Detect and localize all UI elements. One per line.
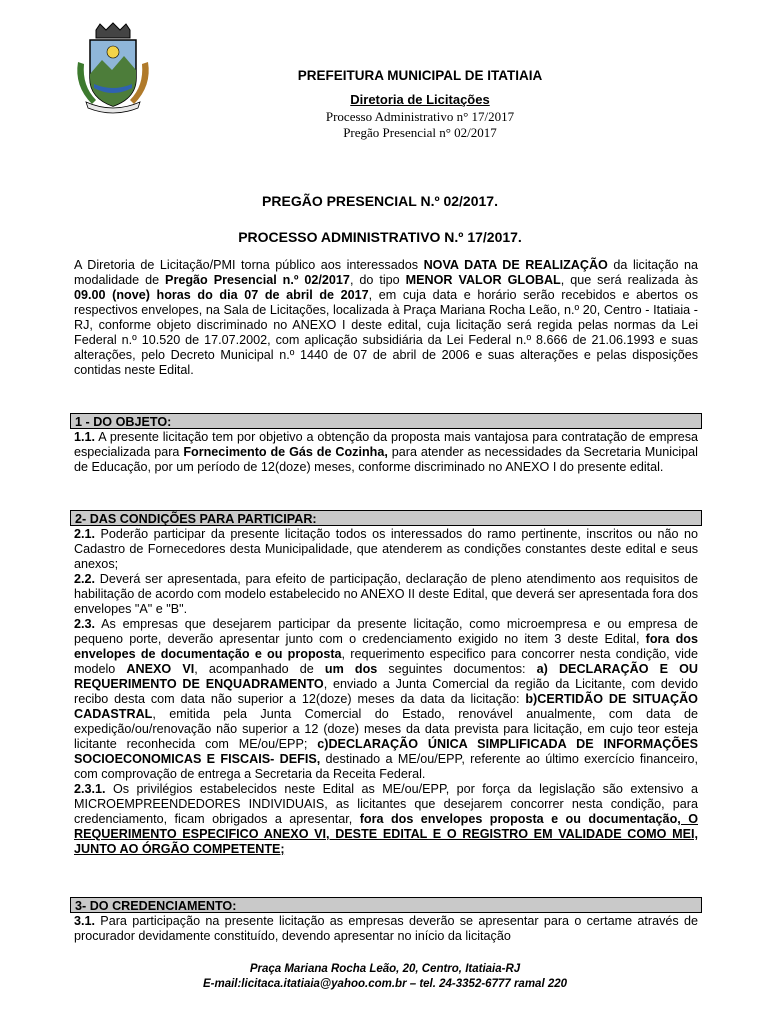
- footer-address: Praça Mariana Rocha Leão, 20, Centro, Itatiaia-RJ: [249, 963, 521, 975]
- clause-number: 2.3.: [74, 617, 96, 631]
- clause-2-1: [74, 527, 698, 572]
- clause-bold: fora dos envelopes proposta e ou documentação: [359, 812, 678, 826]
- section-body-objeto: [74, 430, 698, 475]
- clause-bold: a) DECLARAÇÃO E OU REQUERIMENTO DE ENQUADRAMENTO: [74, 662, 699, 691]
- intro-bold: NOVA DATA DE REALIZAÇÃO: [423, 258, 608, 272]
- clause-text: Poderão participar da presente licitação todos os interessados do ramo pertinente, inscritos ou não no Cadastro de Fornecedores desta Municipalidade, que atenderem as condições constantes deste edital e seus anexos;: [74, 527, 698, 571]
- section-heading-objeto: 1 - DO OBJETO:: [70, 413, 702, 429]
- clause-text: , enviado a Junta Comercial da região da Licitante, com devido recibo desta com data não superior a 12(doze) meses da data da licitação:: [74, 677, 698, 706]
- clause-text: destinado a ME/ou/EPP, referente ao último exercício financeiro, com comprovação de entrega a Secretaria da Receita Federal.: [74, 752, 699, 781]
- clause-text: para atender as necessidades da Secretaria Municipal de Educação, por um período de 12(doze) meses, conforme discriminado no ANEXO I do presente edital.: [74, 445, 698, 474]
- clause-2-3-1: [74, 782, 698, 857]
- clause-bold: b)CERTIDÃO DE SITUAÇÃO CADASTRAL: [74, 692, 698, 721]
- pregao-title: PREGÃO PRESENCIAL N.º 02/2017.: [262, 193, 498, 209]
- clause-text: seguintes documentos:: [377, 662, 537, 676]
- clause-bold: Fornecimento de Gás de Cozinha,: [183, 445, 388, 459]
- section-body-condicoes: [74, 527, 698, 857]
- section-heading-credenciamento: 3- DO CREDENCIAMENTO:: [70, 897, 702, 913]
- intro-text: , em cuja data e horário serão recebidos e abertos os respectivos envelopes, na Sala de Licitações, localizada à Praça Mariana Rocha Leão, n.º 20, Centro - Itatiaia - RJ, conforme objeto discriminado no ANEXO I deste edital, cuja licitação será regida pelas normas da Lei Federal n.º 10.520 de 17.07.2002, com aplicação subsidiária da Lei Federal n.º 8.666 de 21.06.1993 e suas alterações, pelo Decreto Municipal n.º 1440 de 07 de abril de 2006 e suas alterações e pelas disposições contidas neste Edital.: [74, 288, 698, 377]
- process-number-line: Processo Administrativo n° 17/2017: [325, 109, 515, 124]
- clause-text: Para participação na presente licitação as empresas deverão se apresentar para o certame através de procurador devidamente constituído, devendo apresentar no início da licitação: [74, 914, 698, 943]
- intro-paragraph: [74, 258, 698, 378]
- clause-text: , acompanhado de: [194, 662, 325, 676]
- clause-bold: ANEXO VI: [126, 662, 195, 676]
- municipal-coat-of-arms-icon: [72, 22, 154, 114]
- section-body-credenciamento: [74, 914, 698, 948]
- clause-2-3: [74, 617, 698, 782]
- clause-text: , requerimento especifico para concorrer nesta condição, vide modelo: [74, 647, 698, 676]
- pregao-number-line: Pregão Presencial n° 02/2017: [343, 125, 497, 140]
- clause-number: 2.3.1.: [74, 782, 106, 796]
- clause-text: Deverá ser apresentada, para efeito de participação, declaração de pleno atendimento aos requisitos de habilitação de acordo com modelo estabelecido no ANEXO II deste Edital, que deverá ser apresentada fora dos envelopes "A" e "B".: [74, 572, 698, 616]
- clause-bold: c)DECLARAÇÃO ÚNICA SIMPLIFICADA DE INFORMAÇÕES SOCIOECONOMICAS E FISCAIS- DEFIS,: [74, 737, 698, 766]
- intro-bold: 09.00 (nove) horas do dia 07 de abril de 2017: [74, 288, 369, 302]
- intro-text: da licitação na modalidade de: [74, 258, 698, 287]
- processo-title: PROCESSO ADMINISTRATIVO N.º 17/2017.: [238, 229, 522, 245]
- clause-underlined-bold: , O REQUERIMENTO ESPECIFICO ANEXO VI, DESTE EDITAL E O REGISTRO EM VALIDADE COMO MEI, JUNTO AO ÓRGÃO COMPETENTE;: [74, 812, 698, 856]
- clause-text: Os privilégios estabelecidos neste Edital as ME/ou/EPP, por força da legislação são extensivo a MICROEMPREENDEDORES INDIVIDUAIS, as licitantes que desejarem concorrer nesta condição, para credenciamento, ficam obrigados a apresentar,: [74, 782, 698, 826]
- intro-bold: MENOR VALOR GLOBAL: [405, 273, 561, 287]
- intro-text: A Diretoria de Licitação/PMI torna público aos interessados: [74, 258, 424, 272]
- intro-text: , que será realizada às: [560, 273, 698, 287]
- clause-2-2: [74, 572, 698, 617]
- section-heading-condicoes: 2- DAS CONDIÇÕES PARA PARTICIPAR:: [70, 510, 702, 526]
- intro-text: , do tipo: [349, 273, 406, 287]
- clause-number: 1.1.: [74, 430, 96, 444]
- intro-bold: Pregão Presencial n.º 02/2017: [165, 273, 350, 287]
- clause-bold: um dos: [324, 662, 378, 676]
- footer-contact: E-mail:licitaca.itatiaia@yahoo.com.br – tel. 24-3352-6777 ramal 220: [202, 978, 568, 990]
- clause-text: As empresas que desejarem participar da presente licitação, como microempresa e ou empresa de pequeno porte, deverão apresentar junto com o credenciamento exigido no item 3 deste Edital,: [74, 617, 698, 646]
- organization-name: PREFEITURA MUNICIPAL DE ITATIAIA: [297, 68, 543, 83]
- clause-number: 3.1.: [74, 914, 96, 928]
- directorate-name: Diretoria de Licitações: [350, 92, 490, 107]
- clause-bold: fora dos envelopes de documentação e ou proposta: [74, 632, 698, 661]
- clause-text: , emitida pela Junta Comercial do Estado, renovável anualmente, com data de expedição/ou/renovação não superior a 12 (doze) meses da data prevista para licitação, em cujo teor esteja licitante reconhecida com ME/ou/EPP;: [74, 707, 698, 751]
- clause-number: 2.1.: [74, 527, 96, 541]
- clause-text: A presente licitação tem por objetivo a obtenção da proposta mais vantajosa para contratação de empresa especializada para: [74, 430, 698, 459]
- clause-number: 2.2.: [74, 572, 96, 586]
